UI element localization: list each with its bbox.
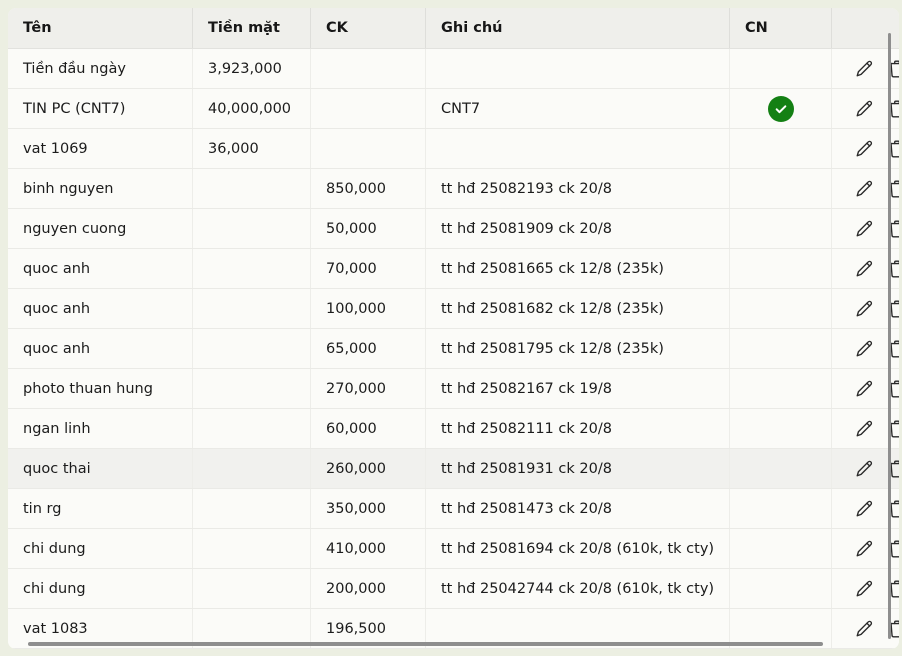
- cell-ten: [8, 489, 193, 528]
- edit-button[interactable]: [853, 378, 875, 400]
- pencil-icon: [853, 458, 875, 480]
- cell-text: 3,923,000: [208, 60, 282, 77]
- cell-cn: [730, 209, 832, 248]
- cell-ck: [311, 529, 426, 568]
- cell-ten: [8, 369, 193, 408]
- edit-button[interactable]: [853, 258, 875, 280]
- column-header-ghi-chu[interactable]: [426, 8, 730, 48]
- table-row: [8, 209, 899, 249]
- cell-text: nguyen cuong: [23, 220, 127, 237]
- data-table-card: [8, 8, 899, 649]
- cell-tien-mat: [193, 489, 311, 528]
- cell-ten: [8, 129, 193, 168]
- cell-cn: [730, 569, 832, 608]
- cell-cn: [730, 409, 832, 448]
- column-header-ten[interactable]: [8, 8, 193, 48]
- cell-ghi-chu: [426, 489, 730, 528]
- pencil-icon: [853, 618, 875, 640]
- horizontal-scrollbar[interactable]: [28, 642, 823, 646]
- cell-ten: [8, 529, 193, 568]
- cell-text: quoc anh: [23, 300, 91, 317]
- cell-text: 350,000: [326, 500, 386, 517]
- edit-button[interactable]: [853, 618, 875, 640]
- cell-tien-mat: [193, 329, 311, 368]
- cell-ten: [8, 329, 193, 368]
- edit-button[interactable]: [853, 538, 875, 560]
- pencil-icon: [853, 298, 875, 320]
- cell-ten: [8, 449, 193, 488]
- cell-ten: [8, 289, 193, 328]
- cell-text: 36,000: [208, 140, 259, 157]
- cell-tien-mat: [193, 409, 311, 448]
- cell-ghi-chu: [426, 169, 730, 208]
- cell-ten: [8, 89, 193, 128]
- pencil-icon: [853, 258, 875, 280]
- cell-ghi-chu: [426, 409, 730, 448]
- cell-text: 200,000: [326, 580, 386, 597]
- cell-tien-mat: [193, 129, 311, 168]
- cell-text: tt hđ 25081682 ck 12/8 (235k): [441, 300, 664, 317]
- cell-ck: [311, 49, 426, 88]
- edit-button[interactable]: [853, 458, 875, 480]
- pencil-icon: [853, 138, 875, 160]
- table-row: [8, 89, 899, 129]
- cell-text: 100,000: [326, 300, 386, 317]
- cell-ghi-chu: [426, 529, 730, 568]
- column-header-label: Tên: [23, 20, 52, 36]
- cell-text: quoc thai: [23, 460, 91, 477]
- cell-ten: [8, 49, 193, 88]
- cell-tien-mat: [193, 369, 311, 408]
- cell-text: chi dung: [23, 580, 86, 597]
- table-row: [8, 289, 899, 329]
- cell-text: 260,000: [326, 460, 386, 477]
- cell-ck: [311, 129, 426, 168]
- cell-text: 410,000: [326, 540, 386, 557]
- edit-button[interactable]: [853, 298, 875, 320]
- cell-tien-mat: [193, 289, 311, 328]
- edit-button[interactable]: [853, 178, 875, 200]
- table-body: [8, 49, 899, 649]
- cell-ghi-chu: [426, 129, 730, 168]
- edit-button[interactable]: [853, 338, 875, 360]
- cell-ck: [311, 249, 426, 288]
- table-row: [8, 249, 899, 289]
- cell-text: Tiền đầu ngày: [23, 60, 126, 77]
- cell-tien-mat: [193, 169, 311, 208]
- cell-tien-mat: [193, 49, 311, 88]
- cell-tien-mat: [193, 89, 311, 128]
- check-circle-icon: [768, 96, 794, 122]
- cell-text: 70,000: [326, 260, 377, 277]
- cell-ghi-chu: [426, 89, 730, 128]
- cell-cn: [730, 49, 832, 88]
- cell-text: 270,000: [326, 380, 386, 397]
- cell-ck: [311, 369, 426, 408]
- cell-ten: [8, 569, 193, 608]
- table-row: [8, 489, 899, 529]
- cell-ck: [311, 449, 426, 488]
- cell-text: tt hđ 25042744 ck 20/8 (610k, tk cty): [441, 580, 715, 597]
- cell-tien-mat: [193, 249, 311, 288]
- cell-cn: [730, 529, 832, 568]
- cell-text: 196,500: [326, 620, 386, 637]
- cell-ck: [311, 169, 426, 208]
- pencil-icon: [853, 98, 875, 120]
- column-header-tien-mat[interactable]: [193, 8, 311, 48]
- cell-ck: [311, 209, 426, 248]
- column-header-label: CK: [326, 20, 348, 36]
- cell-text: CNT7: [441, 100, 481, 117]
- table-row: [8, 49, 899, 89]
- cell-cn: [730, 489, 832, 528]
- cell-ghi-chu: [426, 369, 730, 408]
- pencil-icon: [853, 58, 875, 80]
- column-header-label: Ghi chú: [441, 20, 503, 36]
- pencil-icon: [853, 378, 875, 400]
- cell-ten: [8, 249, 193, 288]
- cell-cn: [730, 89, 832, 128]
- column-header-label: CN: [745, 20, 768, 36]
- pencil-icon: [853, 178, 875, 200]
- cell-ghi-chu: [426, 329, 730, 368]
- column-header-ck[interactable]: [311, 8, 426, 48]
- cell-ck: [311, 289, 426, 328]
- cell-text: tt hđ 25081473 ck 20/8: [441, 500, 612, 517]
- cell-ten: [8, 169, 193, 208]
- cell-ten: [8, 209, 193, 248]
- cell-cn: [730, 289, 832, 328]
- edit-button[interactable]: [853, 418, 875, 440]
- vertical-scrollbar[interactable]: [888, 33, 891, 639]
- cell-text: 50,000: [326, 220, 377, 237]
- table-row: [8, 369, 899, 409]
- cell-ck: [311, 329, 426, 368]
- cell-text: 65,000: [326, 340, 377, 357]
- pencil-icon: [853, 538, 875, 560]
- pencil-icon: [853, 498, 875, 520]
- cell-cn: [730, 169, 832, 208]
- pencil-icon: [853, 338, 875, 360]
- cell-text: ngan linh: [23, 420, 91, 437]
- cell-ck: [311, 409, 426, 448]
- cell-tien-mat: [193, 569, 311, 608]
- cell-cn: [730, 249, 832, 288]
- cell-ghi-chu: [426, 49, 730, 88]
- table-row: [8, 449, 899, 489]
- table-header: [8, 8, 899, 49]
- cell-text: chi dung: [23, 540, 86, 557]
- edit-button[interactable]: [853, 498, 875, 520]
- cell-text: 60,000: [326, 420, 377, 437]
- cell-tien-mat: [193, 209, 311, 248]
- cell-text: tt hđ 25082193 ck 20/8: [441, 180, 612, 197]
- cell-ghi-chu: [426, 569, 730, 608]
- cell-tien-mat: [193, 449, 311, 488]
- cell-cn: [730, 329, 832, 368]
- cell-text: TIN PC (CNT7): [23, 100, 126, 117]
- table-row: [8, 409, 899, 449]
- cell-cn: [730, 129, 832, 168]
- cell-tien-mat: [193, 529, 311, 568]
- pencil-icon: [853, 418, 875, 440]
- cell-text: tt hđ 25081931 ck 20/8: [441, 460, 612, 477]
- cell-text: quoc anh: [23, 260, 91, 277]
- cell-ghi-chu: [426, 249, 730, 288]
- edit-button[interactable]: [853, 218, 875, 240]
- column-header-cn[interactable]: [730, 8, 832, 48]
- cell-text: tt hđ 25082167 ck 19/8: [441, 380, 612, 397]
- table-row: [8, 529, 899, 569]
- cell-text: quoc anh: [23, 340, 91, 357]
- cell-text: 850,000: [326, 180, 386, 197]
- column-header-label: Tiền mặt: [208, 20, 280, 36]
- edit-button[interactable]: [853, 58, 875, 80]
- cell-ghi-chu: [426, 449, 730, 488]
- cell-ten: [8, 409, 193, 448]
- cell-text: 40,000,000: [208, 100, 292, 117]
- cell-ck: [311, 89, 426, 128]
- cell-text: photo thuan hung: [23, 380, 153, 397]
- table-row: [8, 569, 899, 609]
- table-row: [8, 329, 899, 369]
- cell-text: vat 1083: [23, 620, 88, 637]
- cell-text: binh nguyen: [23, 180, 114, 197]
- edit-button[interactable]: [853, 138, 875, 160]
- cell-text: tin rg: [23, 500, 62, 517]
- table-row: [8, 169, 899, 209]
- edit-button[interactable]: [853, 98, 875, 120]
- pencil-icon: [853, 578, 875, 600]
- cell-text: tt hđ 25082111 ck 20/8: [441, 420, 612, 437]
- cell-text: tt hđ 25081665 ck 12/8 (235k): [441, 260, 664, 277]
- edit-button[interactable]: [853, 578, 875, 600]
- cell-text: tt hđ 25081694 ck 20/8 (610k, tk cty): [441, 540, 715, 557]
- cell-cn: [730, 369, 832, 408]
- cell-ck: [311, 569, 426, 608]
- pencil-icon: [853, 218, 875, 240]
- cell-ghi-chu: [426, 289, 730, 328]
- cell-ck: [311, 489, 426, 528]
- cell-ghi-chu: [426, 209, 730, 248]
- cell-text: tt hđ 25081909 ck 20/8: [441, 220, 612, 237]
- cell-text: tt hđ 25081795 ck 12/8 (235k): [441, 340, 664, 357]
- cell-text: vat 1069: [23, 140, 88, 157]
- table-row: [8, 129, 899, 169]
- cell-cn: [730, 449, 832, 488]
